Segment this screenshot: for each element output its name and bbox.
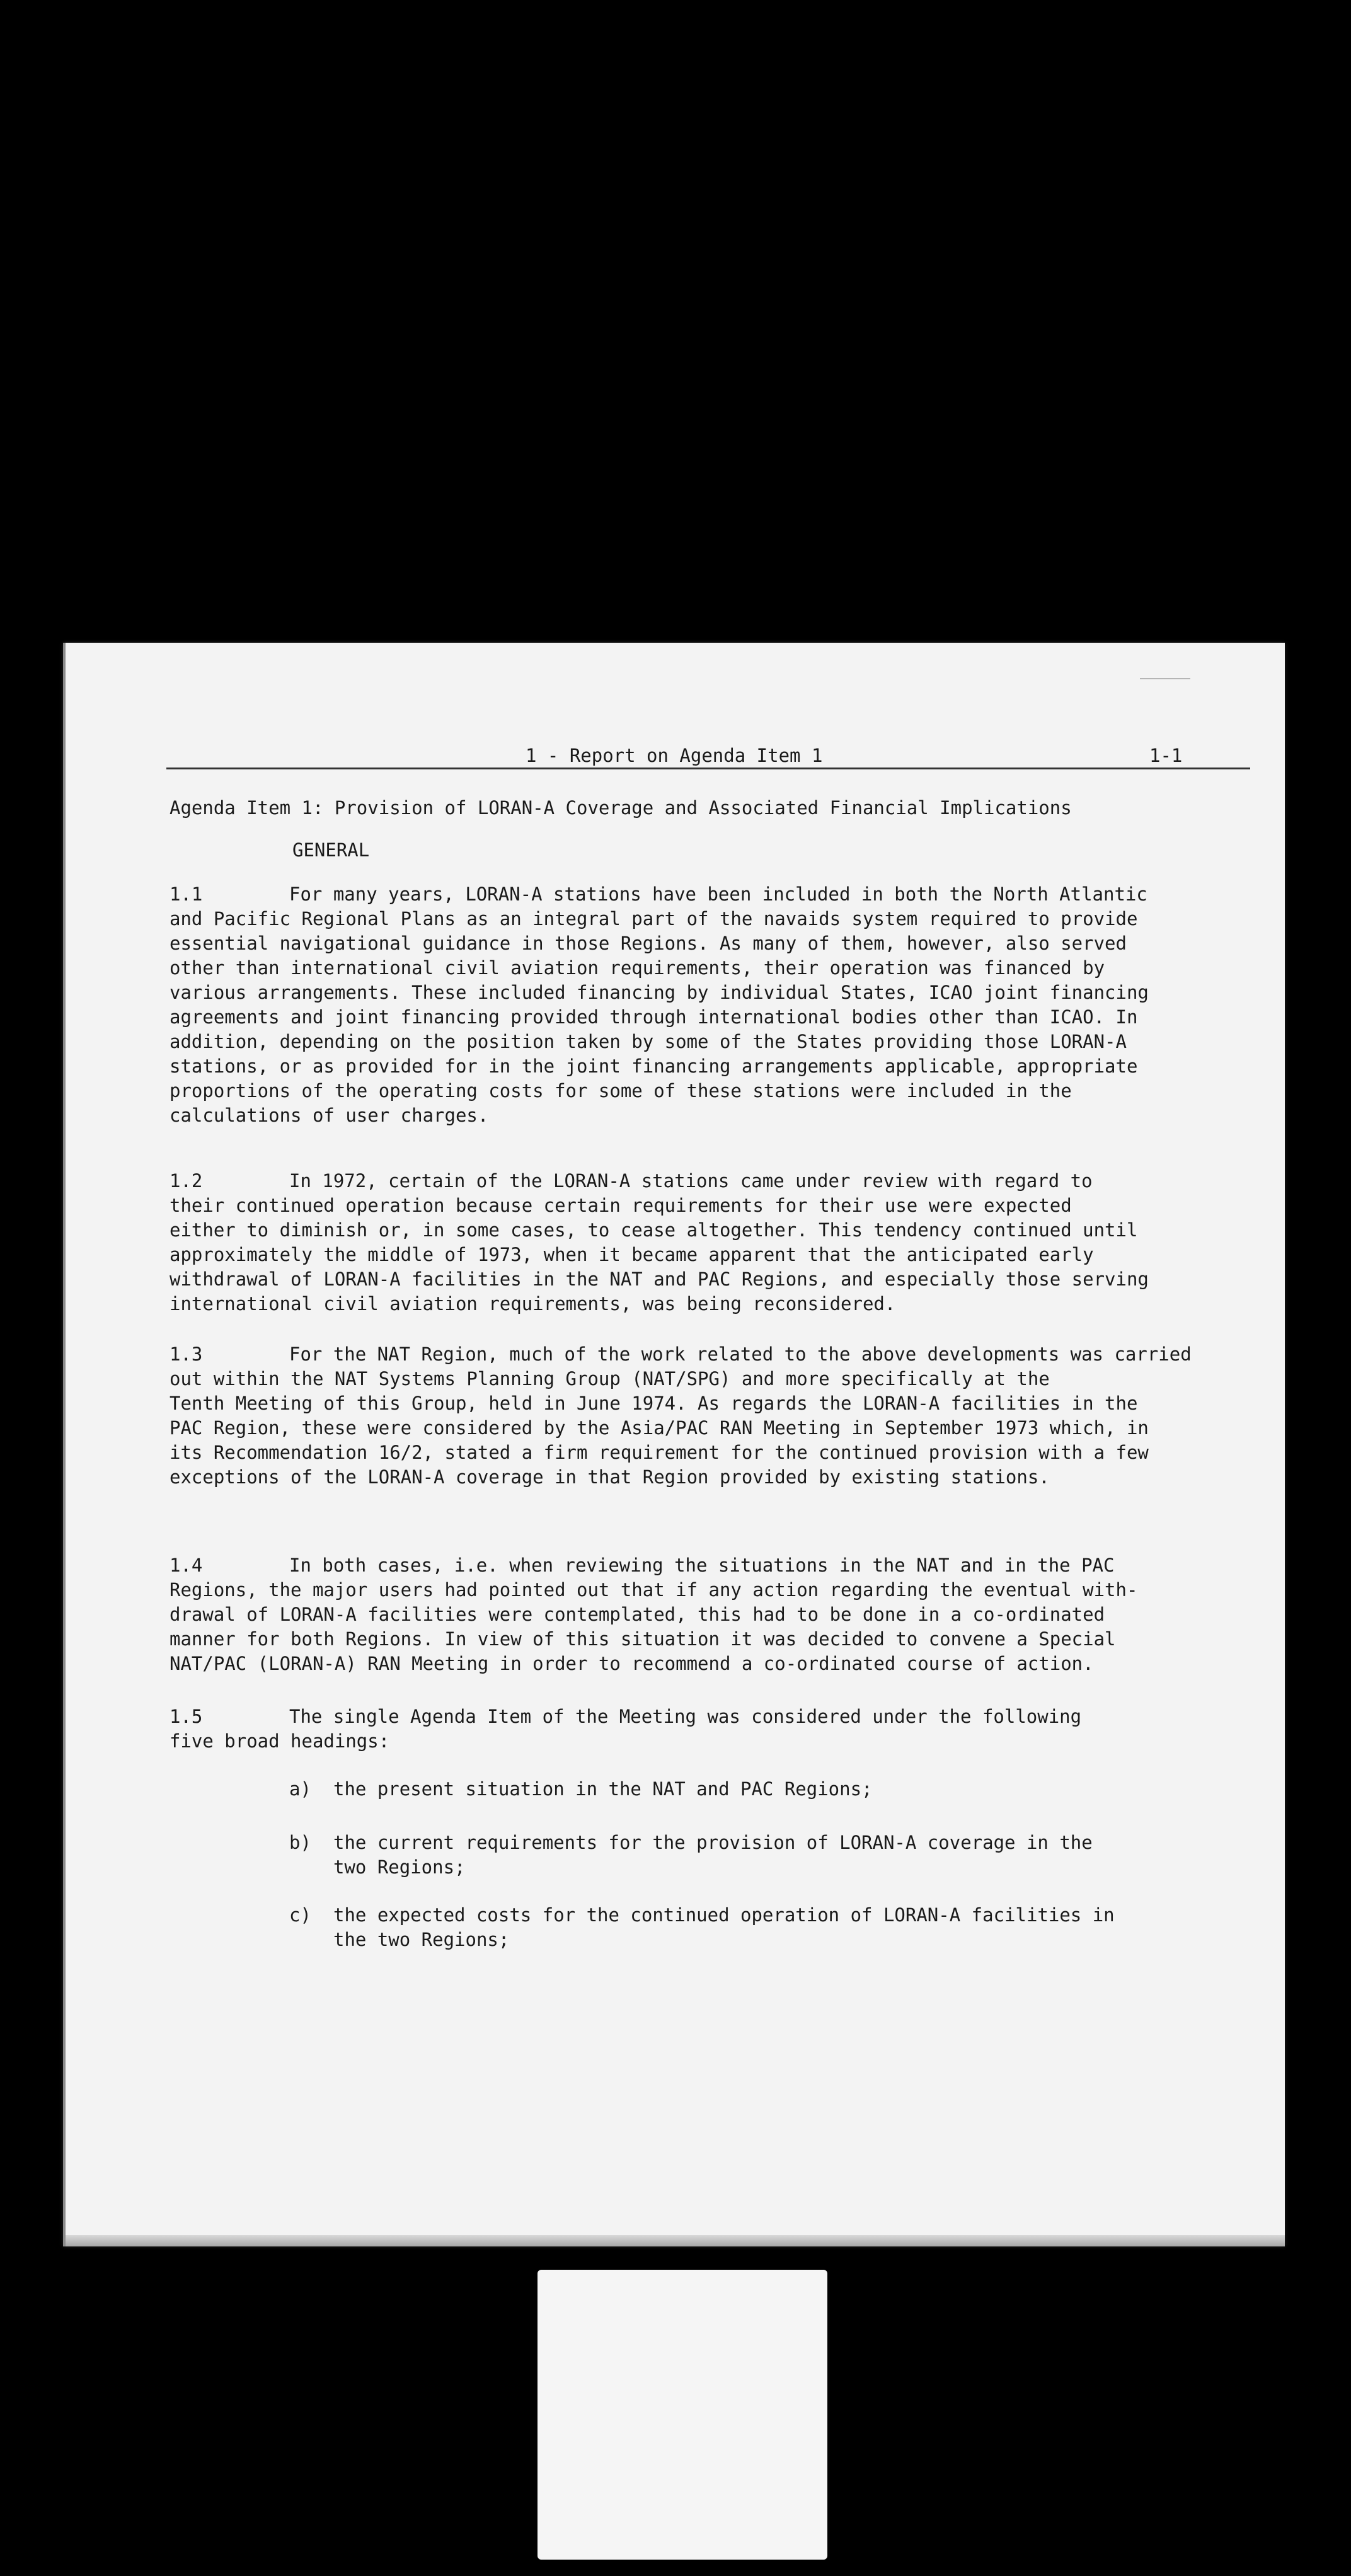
paragraph-line: and Pacific Regional Plans as an integral part of the navaids system required to provide [170,908,1138,929]
paragraph-number: 1.5 [170,1706,203,1727]
paragraph-line: its Recommendation 16/2, stated a firm requirement for the continued provision with a few [170,1442,1149,1463]
list-item-line: the present situation in the NAT and PAC Regions; [333,1778,873,1800]
list-item-b [289,1831,1234,1880]
document-page [63,643,1285,2246]
header-page-number: 1-1 [1149,745,1183,766]
paragraph-line: out within the NAT Systems Planning Group (NAT/SPG) and more specifically at the [170,1368,1050,1389]
list-item-label: c) [289,1904,311,1926]
list-item-a [289,1777,1234,1802]
paragraph-line: various arrangements. These included financing by individual States, ICAO joint financing [170,982,1149,1003]
paragraph-line: agreements and joint financing provided through international bodies other than ICAO. In [170,1006,1138,1028]
list-item-line: the expected costs for the continued operation of LORAN-A facilities in [333,1904,1115,1926]
paragraph-number: 1.2 [170,1170,203,1192]
blank-card [538,2270,827,2560]
paragraph-line: essential navigational guidance in those Regions. As many of them, however, also served [170,933,1127,954]
scan-mark [1140,678,1190,679]
list-item-line: the current requirements for the provision of LORAN-A coverage in the [333,1832,1093,1853]
paragraph-line: calculations of user charges. [170,1105,489,1126]
paragraph-line: either to diminish or, in some cases, to cease altogether. This tendency continued until [170,1219,1138,1241]
list-item-label: a) [289,1778,311,1800]
paragraph-line: The single Agenda Item of the Meeting was considered under the following [289,1706,1082,1727]
paragraph-line: For the NAT Region, much of the work related to the above developments was carried [289,1343,1192,1365]
paragraph-line: In 1972, certain of the LORAN-A stations came under review with regard to [289,1170,1093,1192]
section-heading: GENERAL [292,839,370,861]
paragraph-line: For many years, LORAN-A stations have been included in both the North Atlantic [289,883,1147,905]
paragraph-1-4 [170,1553,1247,1676]
paragraph-line: proportions of the operating costs for some of these stations were included in the [170,1080,1072,1101]
paragraph-1-5 [170,1705,1247,1754]
paragraph-line: five broad headings: [170,1730,390,1752]
paragraph-1-3 [170,1342,1247,1490]
paragraph-line: exceptions of the LORAN-A coverage in that Region provided by existing stations. [170,1466,1050,1488]
paragraph-line: stations, or as provided for in the joint financing arrangements applicable, appropriate [170,1055,1138,1077]
paragraph-line: In both cases, i.e. when reviewing the situations in the NAT and in the PAC [289,1555,1115,1576]
paragraph-line: withdrawal of LORAN-A facilities in the NAT and PAC Regions, and especially those serving [170,1268,1149,1290]
list-item-line: the two Regions; [333,1929,510,1950]
paragraph-line: NAT/PAC (LORAN-A) RAN Meeting in order to recommend a co-ordinated course of action. [170,1653,1094,1674]
list-item-c [289,1903,1234,1952]
header-rule [166,768,1250,769]
list-item-label: b) [289,1832,311,1853]
paragraph-line: drawal of LORAN-A facilities were contemplated, this had to be done in a co-ordinated [170,1604,1105,1625]
agenda-heading: Agenda Item 1: Provision of LORAN-A Coverage and Associated Financial Implications [170,797,1072,819]
paragraph-number: 1.3 [170,1343,203,1365]
paragraph-1-1 [170,882,1247,1128]
list-item-line: two Regions; [333,1856,466,1878]
header-title: 1 - Report on Agenda Item 1 [526,745,823,766]
paragraph-line: PAC Region, these were considered by the Asia/PAC RAN Meeting in September 1973 which, in [170,1417,1149,1439]
paragraph-number: 1.1 [170,883,203,905]
paragraph-line: other than international civil aviation requirements, their operation was financed by [170,957,1105,979]
paragraph-number: 1.4 [170,1555,203,1576]
paragraph-line: international civil aviation requirements, was being reconsidered. [170,1293,896,1314]
paragraph-line: approximately the middle of 1973, when it became apparent that the anticipated early [170,1244,1094,1265]
paragraph-line: their continued operation because certain requirements for their use were expected [170,1195,1072,1216]
paragraph-line: Tenth Meeting of this Group, held in June 1974. As regards the LORAN-A facilities in the [170,1393,1138,1414]
paragraph-line: Regions, the major users had pointed out that if any action regarding the eventual with- [170,1579,1138,1601]
paragraph-1-2 [170,1169,1247,1316]
paragraph-line: manner for both Regions. In view of this situation it was decided to convene a Special [170,1628,1116,1650]
paragraph-line: addition, depending on the position taken by some of the States providing those LORAN-A [170,1031,1127,1052]
